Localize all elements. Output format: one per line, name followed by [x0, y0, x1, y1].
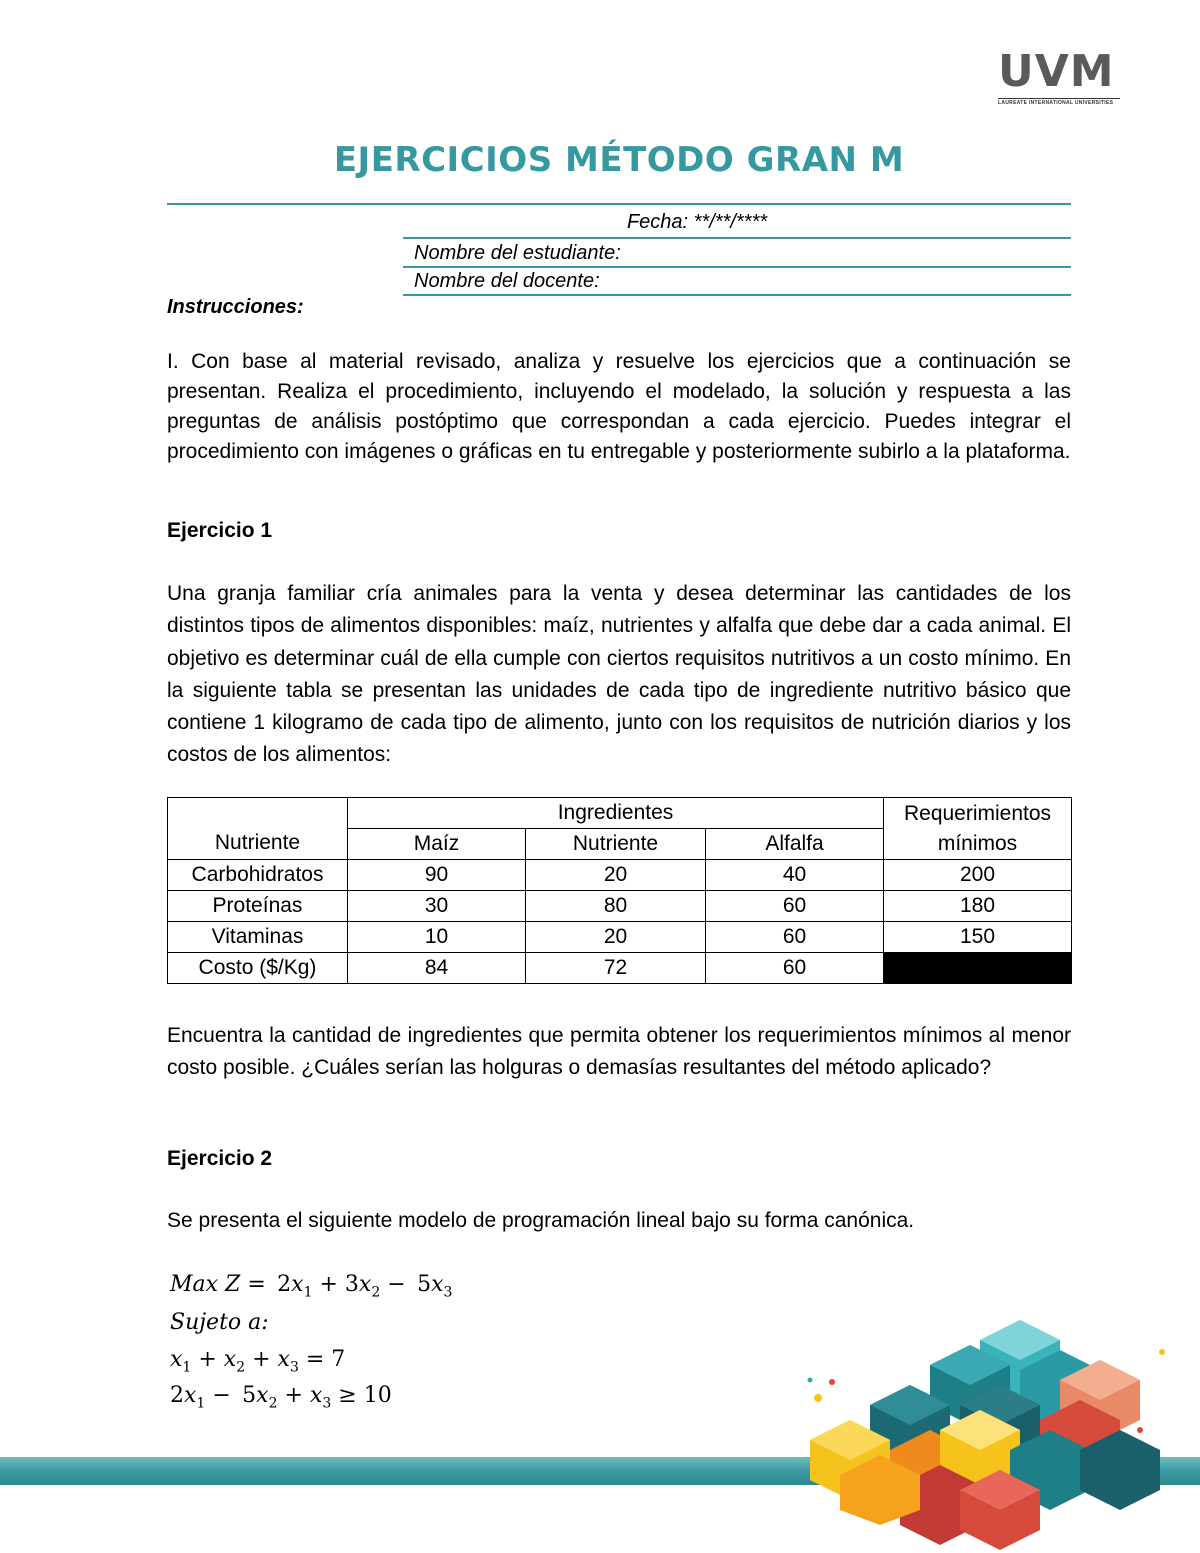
uvm-logo: [998, 46, 1122, 108]
table-cell: 40: [706, 860, 884, 891]
table-cell: 150: [884, 922, 1072, 953]
row-label: Costo ($/Kg): [168, 953, 348, 984]
page-title: EJERCICIOS MÉTODO GRAN M: [333, 140, 905, 180]
column-header: Alfalfa: [706, 829, 884, 860]
table-row: [168, 922, 1072, 953]
table-cell: 80: [526, 891, 706, 922]
table-row: [168, 860, 1072, 891]
nutrition-table: [167, 797, 1072, 984]
table-cell: 20: [526, 860, 706, 891]
table-cell: 180: [884, 891, 1072, 922]
constraint-2: $2x_1 - 5x_2 + x_3 \ge 10$: [170, 1383, 392, 1412]
logo-subtitle: LAUREATE INTERNATIONAL UNIVERSITIES: [998, 98, 1120, 106]
column-header: Nutriente: [526, 829, 706, 860]
header-nutriente: Nutriente: [168, 798, 348, 860]
fecha-line: [403, 237, 1071, 239]
table-cell: 90: [348, 860, 526, 891]
table-row: [168, 953, 1072, 984]
teacher-name-field: Nombre del docente:: [414, 270, 600, 292]
table-cell: 60: [706, 953, 884, 984]
header-req-line-1: Requerimientos: [903, 801, 1052, 825]
logo-text: UVM: [998, 46, 1115, 97]
subject-to-label: Sujeto a:: [170, 1310, 269, 1335]
exercise-1-heading: Ejercicio 1: [167, 519, 273, 542]
fecha-field: Fecha: **/**/****: [626, 211, 768, 233]
table-cell: 10: [348, 922, 526, 953]
column-header: Maíz: [348, 829, 526, 860]
table-cell: 84: [348, 953, 526, 984]
blank-filled-cell: [884, 953, 1072, 984]
table-row: [168, 891, 1072, 922]
exercise-2-heading: Ejercicio 2: [167, 1147, 273, 1170]
row-label: Vitaminas: [168, 922, 348, 953]
table-cell: 72: [526, 953, 706, 984]
header-ingredientes: Ingredientes: [348, 798, 884, 829]
table-cell: 30: [348, 891, 526, 922]
student-name-field: Nombre del estudiante:: [414, 242, 621, 264]
exercise-1-text: Una granja familiar cría animales para la venta y desea determinar las cantidades de los distintos tipos de alimentos disponibles: maíz, nutrientes y alfalfa que debe dar a cada animal. El objetivo es determinar cuál de ella cumple con ciertos requisitos nutritivos a un costo mínimo. En la siguiente tabla se presentan las unidades de cada tipo de ingrediente nutritivo básico que contiene 1 kilogramo de cada tipo de alimento, junto con los requisitos de nutrición diarios y los costos de los alimentos:: [167, 582, 1071, 767]
table-cell: 60: [706, 891, 884, 922]
teacher-line: [403, 294, 1071, 296]
table-cell: 200: [884, 860, 1072, 891]
table-header-row: [168, 798, 1072, 829]
objective-function: Max $Z = 2x_1 + 3x_2 - 5x_3$: [170, 1272, 453, 1301]
constraint-1: $x_1 + x_2 + x_3 = 7$: [170, 1347, 346, 1376]
header-requerimientos: [884, 798, 1072, 860]
decorative-cubes-graphic: [780, 1310, 1200, 1553]
student-line: [403, 266, 1071, 268]
instructions-heading: Instrucciones:: [167, 296, 304, 318]
exercise-2-text: Se presenta el siguiente modelo de programación lineal bajo su forma canónica.: [167, 1209, 915, 1232]
exercise-1-question: Encuentra la cantidad de ingredientes que permita obtener los requerimientos mínimos al menor costo posible. ¿Cuáles serían las holguras o demasías resultantes del método aplicado?: [167, 1024, 1071, 1079]
header-req-line-2: mínimos: [937, 831, 1018, 855]
row-label: Proteínas: [168, 891, 348, 922]
table-cell: 20: [526, 922, 706, 953]
instructions-text: I. Con base al material revisado, analiza y resuelve los ejercicios que a continuación se presentan. Realiza el procedimiento, incluyendo el modelado, la solución y respuesta a las preguntas de análisis postóptimo que correspondan a cada ejercicio. Puedes integrar el procedimiento con imágenes o gráficas en tu entregable y posteriormente subirlo a la plataforma.: [167, 350, 1071, 463]
table-cell: 60: [706, 922, 884, 953]
row-label: Carbohidratos: [168, 860, 348, 891]
title-divider: [167, 203, 1071, 205]
